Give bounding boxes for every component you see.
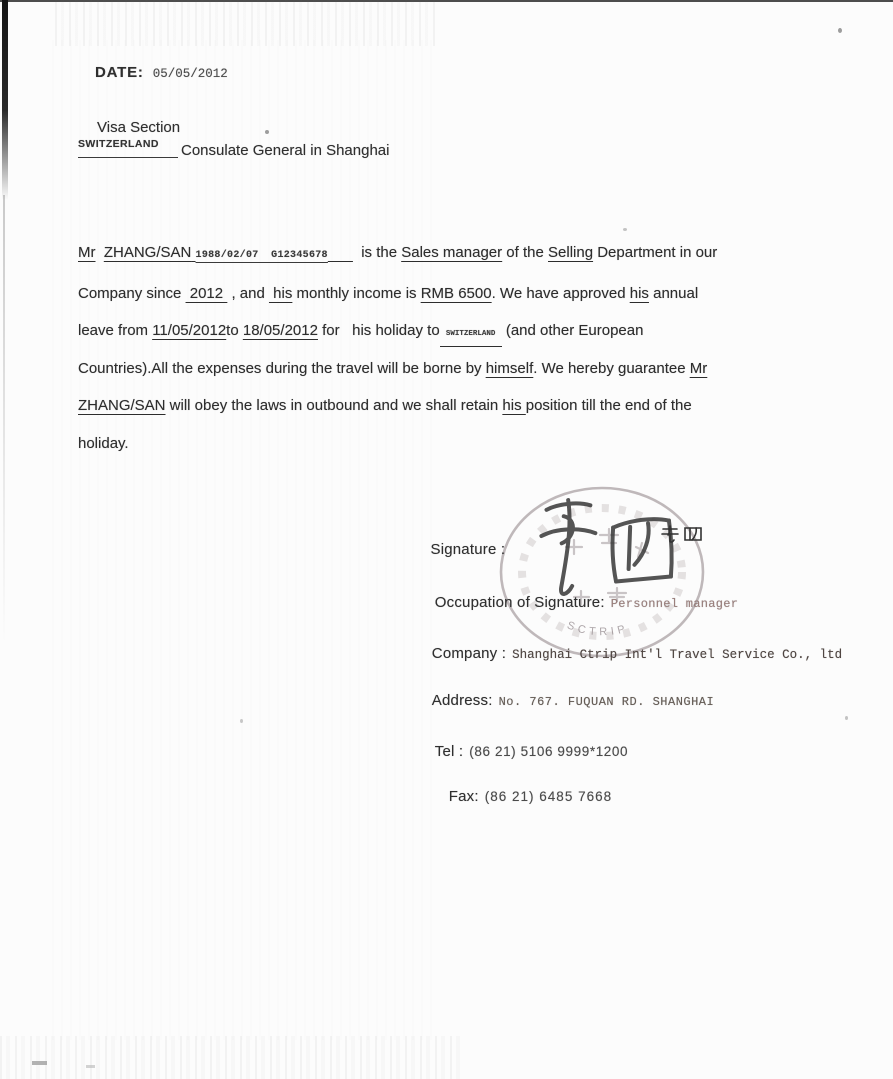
address-value: No. 767. FUQUAN RD. SHANGHAI	[498, 695, 715, 709]
signature-label: Signature :	[430, 541, 506, 558]
body-segment	[328, 244, 353, 261]
fax-value: (86 21) 6485 7668	[484, 789, 613, 804]
body-segment: Selling	[548, 244, 594, 261]
body-segment: 11/05/2012	[152, 322, 227, 340]
date-label: DATE:	[95, 64, 144, 81]
body-segment: monthly income is	[292, 284, 421, 302]
printed-name	[660, 524, 704, 544]
recipient-line	[78, 138, 389, 158]
scan-left-edge-bar	[2, 0, 8, 200]
scan-speck	[240, 719, 243, 723]
signature-row	[413, 524, 505, 575]
body-segment: will obey the laws in outbound and we shall retain	[165, 397, 503, 415]
occupation-label: Occupation of Signature:	[434, 594, 605, 611]
scan-mark	[86, 1065, 95, 1068]
body-segment: his	[502, 397, 526, 415]
body-segment: 18/05/2012	[242, 322, 318, 340]
body-segment: his	[268, 284, 293, 302]
body-segment: leave from	[78, 322, 153, 340]
body-segment: 2012	[185, 284, 228, 302]
body-segment	[96, 244, 104, 261]
body-segment: annual	[648, 284, 699, 302]
body-segment: Mr	[78, 244, 96, 261]
recipient-office: Consulate General in Shanghai	[181, 142, 390, 159]
fax-label: Fax:	[448, 788, 479, 805]
body-segment: ZHANG/SAN	[78, 397, 166, 415]
scan-noise-left	[52, 40, 432, 1040]
body-segment: SWITZERLAND	[440, 330, 502, 347]
body-segment: for his holiday to	[317, 322, 440, 340]
body-segment: holiday.	[78, 434, 129, 452]
body-segment: Mr	[689, 359, 708, 377]
scan-speck	[265, 130, 269, 134]
scan-speck	[845, 716, 848, 720]
recipient-dept: Visa Section	[97, 119, 181, 136]
scan-speck	[623, 228, 627, 231]
address-row	[414, 674, 714, 728]
occupation-row	[417, 576, 738, 630]
tel-label: Tel :	[434, 743, 464, 760]
occupation-value: Personnel manager	[610, 597, 739, 611]
body-paragraph	[78, 234, 893, 463]
date-line	[95, 64, 228, 82]
body-segment: to	[226, 322, 243, 340]
company-label: Company :	[431, 645, 507, 662]
body-segment: Countries).All the expenses during the travel will be borne by	[78, 359, 486, 377]
body-segment: Sales manager	[401, 244, 503, 261]
scan-left-edge-bar-faint	[3, 195, 5, 645]
address-label: Address:	[431, 692, 493, 709]
body-segment: position till the end of the	[525, 397, 692, 415]
body-segment: 1988/02/07 G12345678	[195, 250, 328, 261]
body-segment: . We have approved	[491, 284, 630, 302]
body-segment: Department in our	[593, 244, 718, 261]
company-row	[414, 627, 842, 681]
body-segment: Company since	[78, 284, 186, 302]
stamp-bottom-text: SCTRIP	[565, 619, 631, 639]
scan-mark	[32, 1061, 47, 1065]
body-segment: is the	[352, 244, 402, 261]
body-segment: his	[629, 284, 649, 302]
body-segment: . We hereby guarantee	[533, 359, 690, 377]
tel-value: (86 21) 5106 9999*1200	[469, 744, 629, 759]
body-segment: himself	[485, 359, 534, 377]
date-value: 05/05/2012	[152, 67, 228, 81]
body-segment: (and other European	[501, 322, 644, 340]
body-segment: RMB 6500	[420, 284, 492, 302]
company-value: Shanghai Ctrip Int'l Travel Service Co., ltd	[512, 648, 843, 662]
body-segment: of the	[502, 244, 549, 261]
body-segment: , and	[227, 284, 269, 302]
scan-noise-bottom	[0, 1036, 460, 1079]
fax-row	[431, 770, 612, 824]
recipient-country-blank: SWITZERLAND	[78, 138, 178, 158]
scan-speck	[838, 28, 842, 33]
body-segment: ZHANG/SAN	[103, 244, 192, 261]
